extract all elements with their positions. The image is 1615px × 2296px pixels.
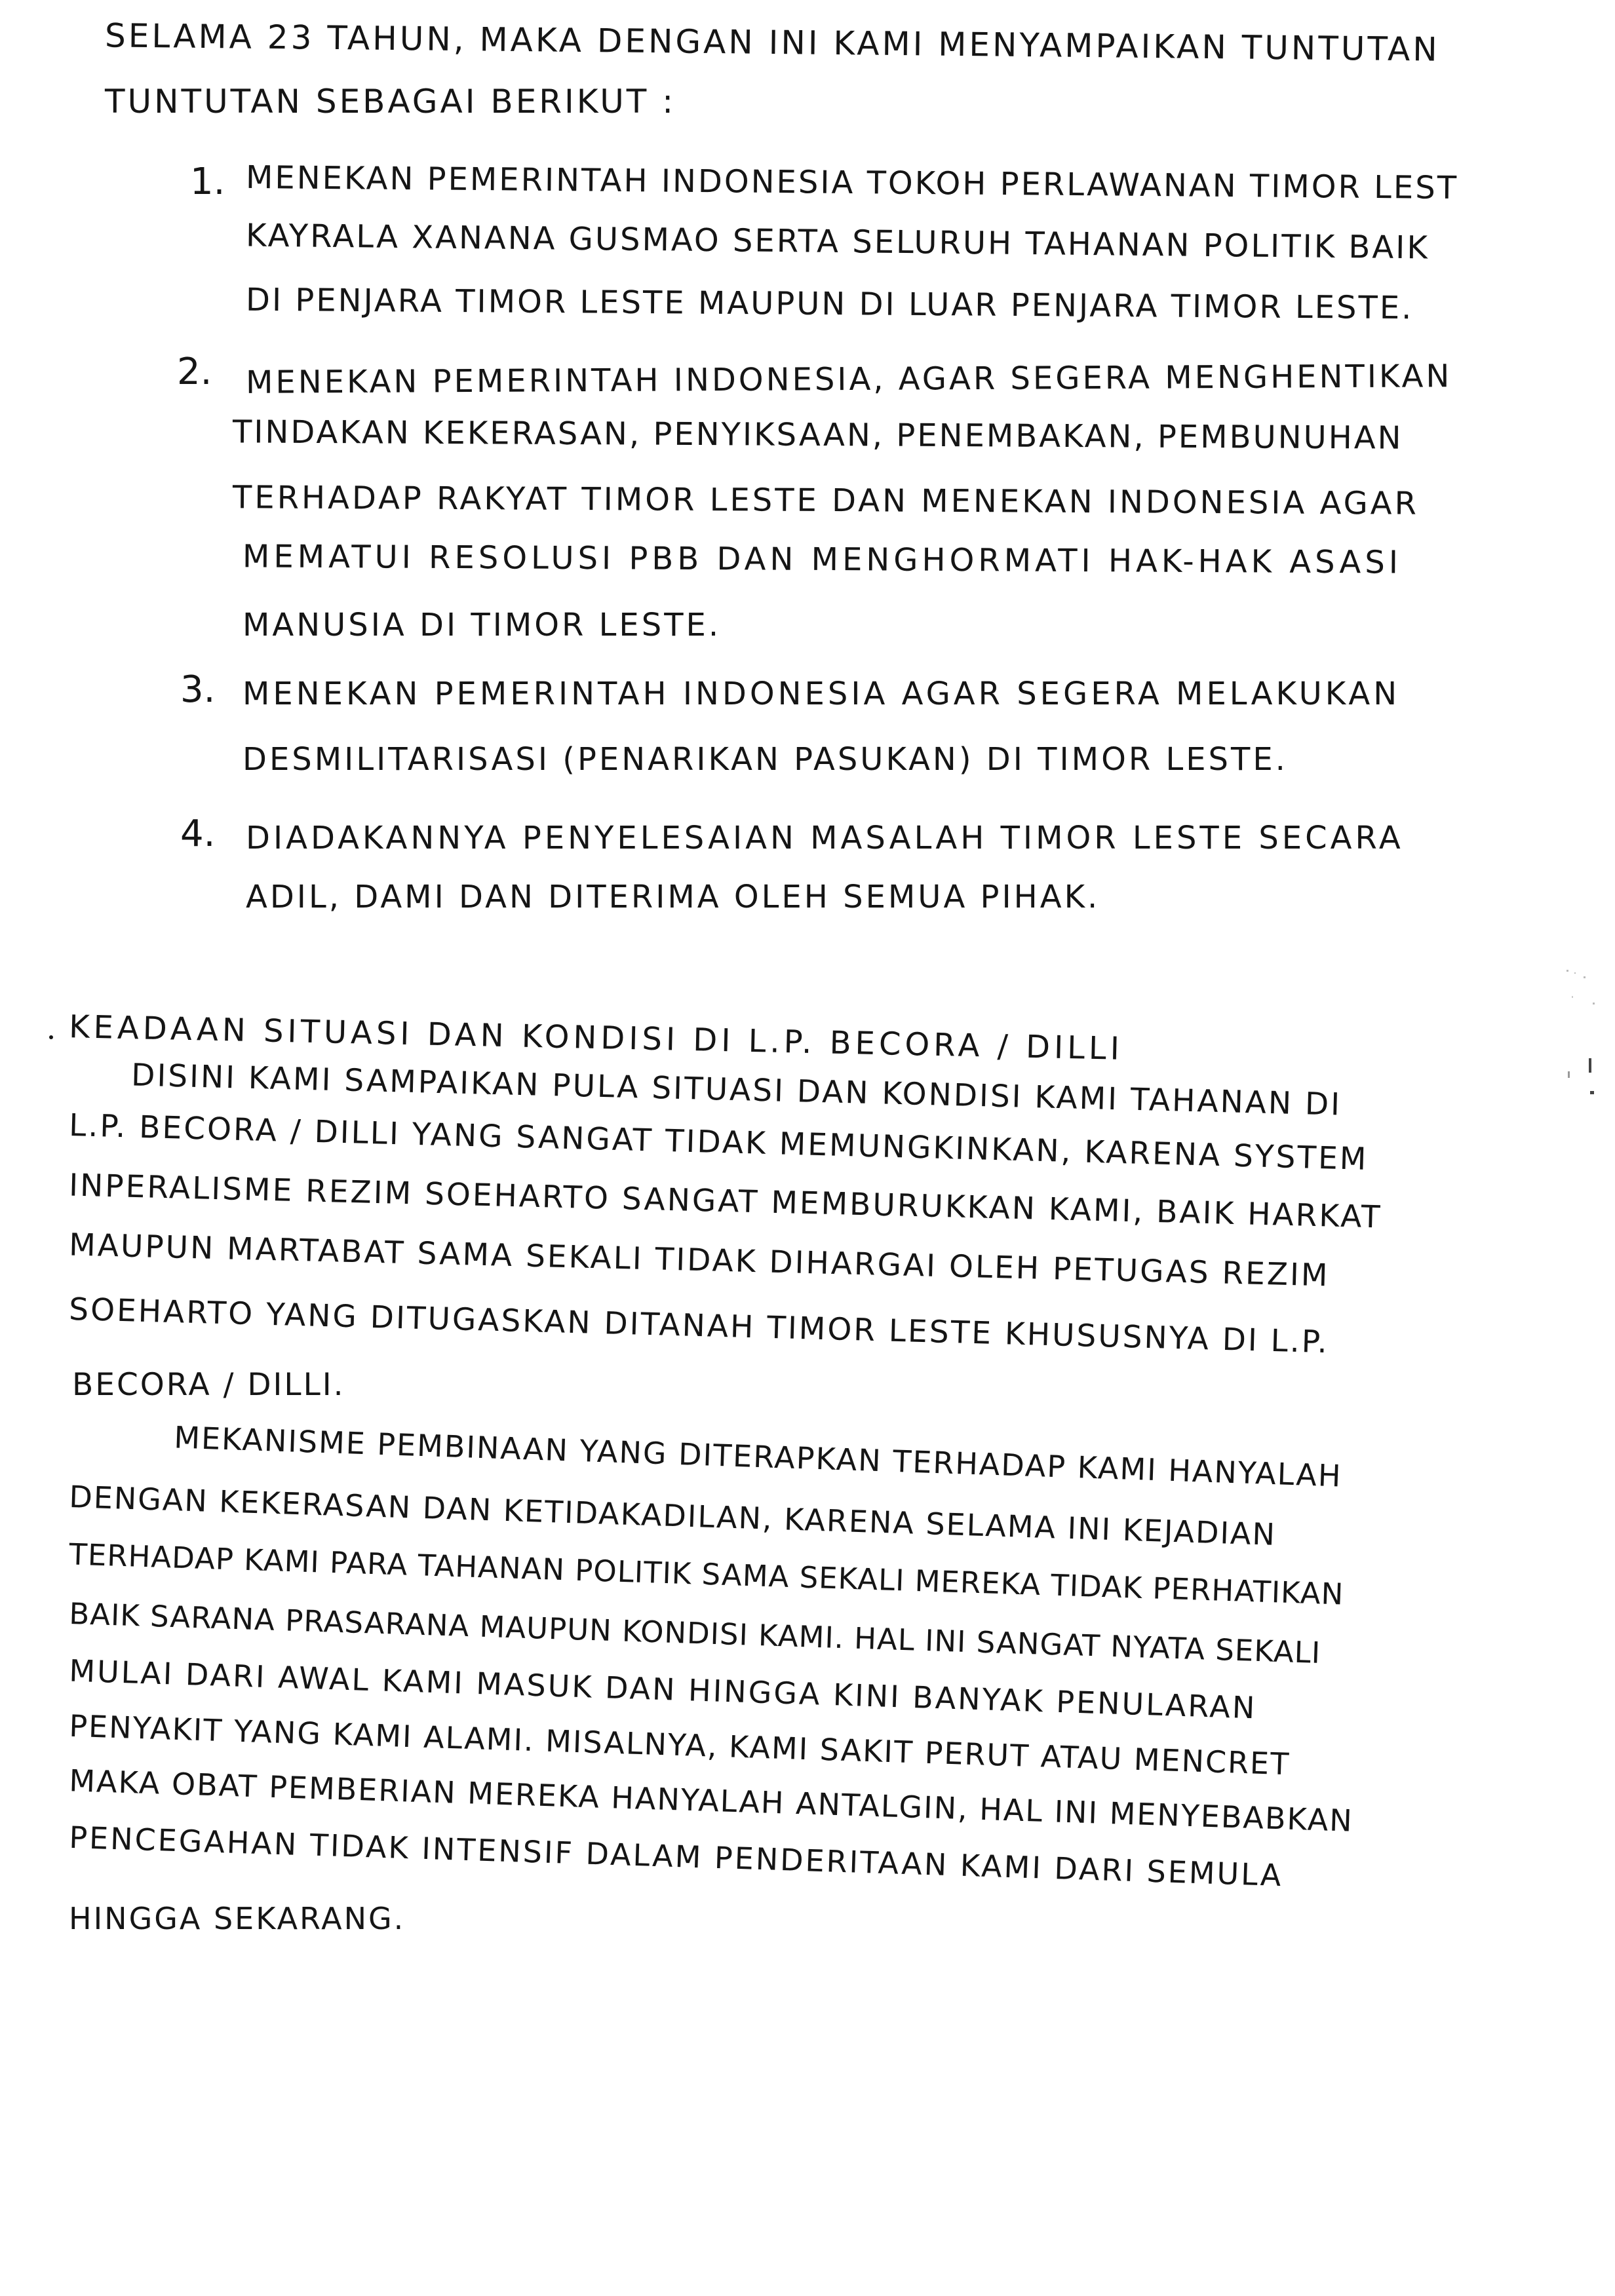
paragraph-line: PENCEGAHAN TIDAK INTENSIF DALAM PENDERITAAN KAMI DARI SEMULA <box>68 1819 1284 1894</box>
paragraph-line: MEKANISME PEMBINAAN YANG DITERAPKAN TERHADAP KAMI HANYALAH <box>173 1419 1343 1494</box>
demand-number: 4. <box>180 813 216 855</box>
demand-line: MENEKAN PEMERINTAH INDONESIA TOKOH PERLAWANAN TIMOR LEST <box>245 159 1459 207</box>
heading-bullet <box>49 1035 53 1039</box>
demand-line: TINDAKAN KEKERASAN, PENYIKSAAN, PENEMBAKAN, PEMBUNUHAN <box>232 413 1403 457</box>
paragraph-line: SOEHARTO YANG DITUGASKAN DITANAH TIMOR LESTE KHUSUSNYA DI L.P. <box>68 1291 1330 1361</box>
paragraph-line: INPERALISME REZIM SOEHARTO SANGAT MEMBURUKKAN KAMI, BAIK HARKAT <box>68 1167 1383 1236</box>
paragraph-line: TERHADAP KAMI PARA TAHANAN POLITIK SAMA SEKALI MEREKA TIDAK PERHATIKAN <box>68 1537 1345 1612</box>
demand-line: MENEKAN PEMERINTAH INDONESIA AGAR SEGERA MELAKUKAN <box>243 676 1401 712</box>
demand-line: ADIL, DAMI DAN DITERIMA OLEH SEMUA PIHAK. <box>246 879 1100 915</box>
paragraph-line: L.P. BECORA / DILLI YANG SANGAT TIDAK MEMUNGKINKAN, KARENA SYSTEM <box>68 1107 1369 1177</box>
paragraph-line: BAIK SARANA PRASARANA MAUPUN KONDISI KAMI. HAL INI SANGAT NYATA SEKALI <box>68 1596 1321 1670</box>
intro-line: SELAMA 23 TAHUN, MAKA DENGAN INI KAMI MENYAMPAIKAN TUNTUTAN <box>104 16 1440 69</box>
demand-line: MEMATUI RESOLUSI PBB DAN MENGHORMATI HAK-HAK ASASI <box>242 538 1403 581</box>
paragraph-line: BECORA / DILLI. <box>72 1367 345 1403</box>
section-heading: KEADAAN SITUASI DAN KONDISI DI L.P. BECORA / DILLI <box>68 1008 1124 1067</box>
paragraph-line: PENYAKIT YANG KAMI ALAMI. MISALNYA, KAMI SAKIT PERUT ATAU MENCRET <box>68 1708 1291 1782</box>
paragraph-line: DISINI KAMI SAMPAIKAN PULA SITUASI DAN KONDISI KAMI TAHANAN DI <box>130 1057 1342 1123</box>
demand-line: MENEKAN PEMERINTAH INDONESIA, AGAR SEGERA MENGHENTIKAN <box>245 358 1452 401</box>
demand-line: DESMILITARISASI (PENARIKAN PASUKAN) DI TIMOR LESTE. <box>243 741 1288 778</box>
paragraph-line: MAUPUN MARTABAT SAMA SEKALI TIDAK DIHARGAI OLEH PETUGAS REZIM <box>68 1227 1331 1294</box>
intro-line: TUNTUTAN SEBAGAI BERIKUT : <box>105 83 676 121</box>
demand-number: 2. <box>177 351 212 393</box>
demand-line: MANUSIA DI TIMOR LESTE. <box>243 607 722 643</box>
paragraph-line: DENGAN KEKERASAN DAN KETIDAKADILAN, KARENA SELAMA INI KEJADIAN <box>68 1479 1277 1552</box>
demand-line: DIADAKANNYA PENYELESAIAN MASALAH TIMOR LESTE SECARA <box>246 820 1404 856</box>
demand-line: KAYRALA XANANA GUSMAO SERTA SELURUH TAHANAN POLITIK BAIK <box>245 217 1430 267</box>
scan-margin-marks <box>1560 957 1606 1114</box>
paragraph-line: MAKA OBAT PEMBERIAN MEREKA HANYALAH ANTALGIN, HAL INI MENYEBABKAN <box>68 1763 1354 1839</box>
paragraph-line: MULAI DARI AWAL KAMI MASUK DAN HINGGA KINI BANYAK PENULARAN <box>68 1653 1258 1726</box>
demand-line: TERHADAP RAKYAT TIMOR LESTE DAN MENEKAN INDONESIA AGAR <box>232 479 1420 522</box>
demand-line: DI PENJARA TIMOR LESTE MAUPUN DI LUAR PENJARA TIMOR LESTE. <box>245 281 1414 327</box>
paragraph-line: HINGGA SEKARANG. <box>69 1901 406 1936</box>
demand-number: 1. <box>190 161 225 203</box>
demand-number: 3. <box>180 668 216 711</box>
